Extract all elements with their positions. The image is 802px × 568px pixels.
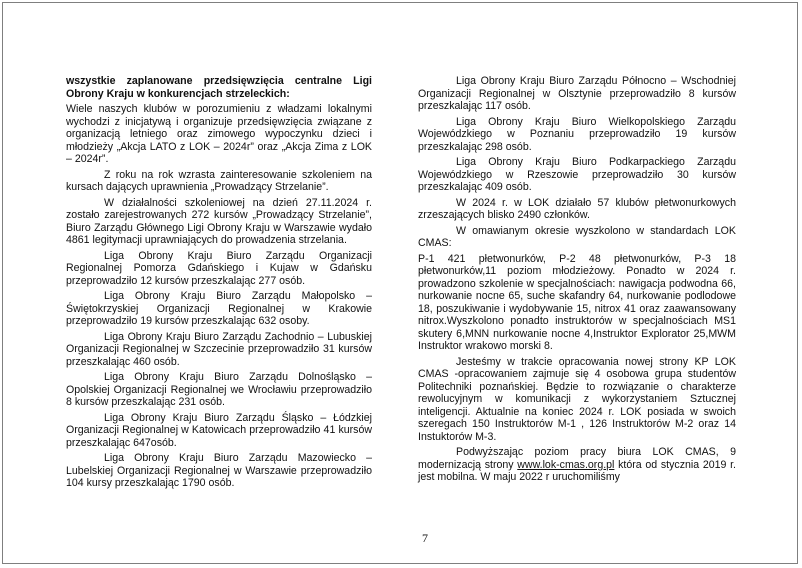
paragraph: Liga Obrony Kraju Biuro Zarządu Zachodnio – Lubuskiej Organizacji Regionalnej w Szczecinie przeprowadziło 31 kursów przeszkalając 460 osób. bbox=[66, 330, 372, 368]
paragraph: Liga Obrony Kraju Biuro Zarządu Śląsko – Łódzkiej Organizacji Regionalnej w Katowicach przeprowadziło 41 kursów przeszkalając 647osób. bbox=[66, 411, 372, 449]
closing-text-end: która od stycznia 2019 r. jest mobilna. W maju 2022 r uruchomiliśmy bbox=[418, 458, 736, 483]
closing-paragraph bbox=[418, 446, 736, 484]
paragraph: Liga Obrony Kraju Biuro Zarządu Dolnośląsko – Opolskiej Organizacji Regionalnej we Wrocławiu przeprowadziło 8 kursów przeszkalając 231 osób. bbox=[66, 371, 372, 408]
left-column bbox=[66, 75, 372, 493]
page-number: 7 bbox=[422, 531, 428, 545]
right-column bbox=[418, 75, 736, 487]
closing-text-start: Podwyższając poziom pracy biura LOK CMAS, 9 modernizacją strony bbox=[418, 446, 736, 471]
training-list: P-1 421 płetwonurków, P-2 48 płetwonurków, P-3 18 płetwonurków,11 poziom młodzieżowy. Ponadto w 2024 r. prowadzono szkolenie w specjalnościach: nawigacja podwodna 66, nurkowanie nocne 65, suche skafandry 64, nurkowanie podlodowe 18, poszukiwanie i wydobywanie 15, nitrox 41 oraz zaawansowany nitrox.Wyszkolono ponadto instruktorów w specjalnościach MS1 skutery 6,MNN nurkowanie nocne 4,Instruktor Explorator 25,MWM Instruktor wrakowo morski 8. bbox=[418, 252, 736, 352]
paragraph: W działalności szkoleniowej na dzień 27.11.2024 r. zostało zarejestrowanych 272 kursów „Prowadzący Strzelanie”, Biuro Zarządu Głównego Ligi Obrony Kraju w Warszawie wydało 4861 legitymacji uprawniających do prowadzenia strzelania. bbox=[66, 196, 372, 246]
intro-paragraph: Wiele naszych klubów w porozumieniu z władzami lokalnymi wychodzi z inicjatywą i organizuje przedsięwzięcia związane z organizacją letniego oraz zimowego wypoczynku dzieci i młodzieży „Akcja LATO z LOK – 2024r” oraz „Akcja Zima z LOK – 2024r”. bbox=[66, 103, 372, 165]
section-heading: wszystkie zaplanowane przedsięwzięcia centralne Ligi Obrony Kraju w konkurencjach strzeleckich: bbox=[66, 75, 372, 100]
paragraph: Liga Obrony Kraju Biuro Zarządu Organizacji Regionalnej Pomorza Gdańskiego i Kujaw w Gdańsku przeprowadziło 12 kursów przeszkalając 277 osób. bbox=[66, 249, 372, 287]
paragraph: W omawianym okresie wyszkolono w standardach LOK CMAS: bbox=[418, 224, 736, 249]
paragraph: Liga Obrony Kraju Biuro Wielkopolskiego Zarządu Wojewódzkiego w Poznaniu przeprowadziło 19 kursów przeszkalając 298 osób. bbox=[418, 115, 736, 153]
paragraph: Liga Obrony Kraju Biuro Podkarpackiego Zarządu Wojewódzkiego w Rzeszowie przeprowadziło 30 kursów przeszkalając 409 osób. bbox=[418, 156, 736, 193]
paragraph: Liga Obrony Kraju Biuro Zarządu Mazowiecko – Lubelskiej Organizacji Regionalnej w Warszawie przeprowadziło 104 kursy przeszkalając 1790 osób. bbox=[66, 452, 372, 489]
paragraph: Liga Obrony Kraju Biuro Zarządu Małopolsko – Świętokrzyskiej Organizacji Regionalnej w Krakowie przeprowadziło 19 kursów przeszkalając 632 osoby. bbox=[66, 290, 372, 327]
website-paragraph: Jesteśmy w trakcie opracowania nowej strony KP LOK CMAS -opracowaniem zajmuje się 4 osobowa grupa studentów Politechniki poznańskiej. Będzie to rozwiązanie o charakterze rewolucyjnym w komunikacji z wykorzystaniem Sztucznej inteligencji. Aktualnie na koniec 2024 r. LOK posiada w swoich szeregach 150 Instruktorów M-1 , 126 Instruktorów M-2 oraz 14 Instuktorów M-3. bbox=[418, 355, 736, 443]
paragraph: W 2024 r. w LOK działało 57 klubów płetwonurkowych zrzeszających blisko 2490 członków. bbox=[418, 196, 736, 221]
paragraph: Z roku na rok wzrasta zainteresowanie szkoleniem na kursach dających uprawnienia „Prowadzący Strzelanie”. bbox=[66, 168, 372, 193]
paragraph: Liga Obrony Kraju Biuro Zarządu Północno – Wschodniej Organizacji Regionalnej w Olsztynie przeprowadziło 8 kursów przeszkalając 117 osób. bbox=[418, 75, 736, 112]
website-link[interactable]: www.lok-cmas.org.pl bbox=[517, 458, 615, 471]
